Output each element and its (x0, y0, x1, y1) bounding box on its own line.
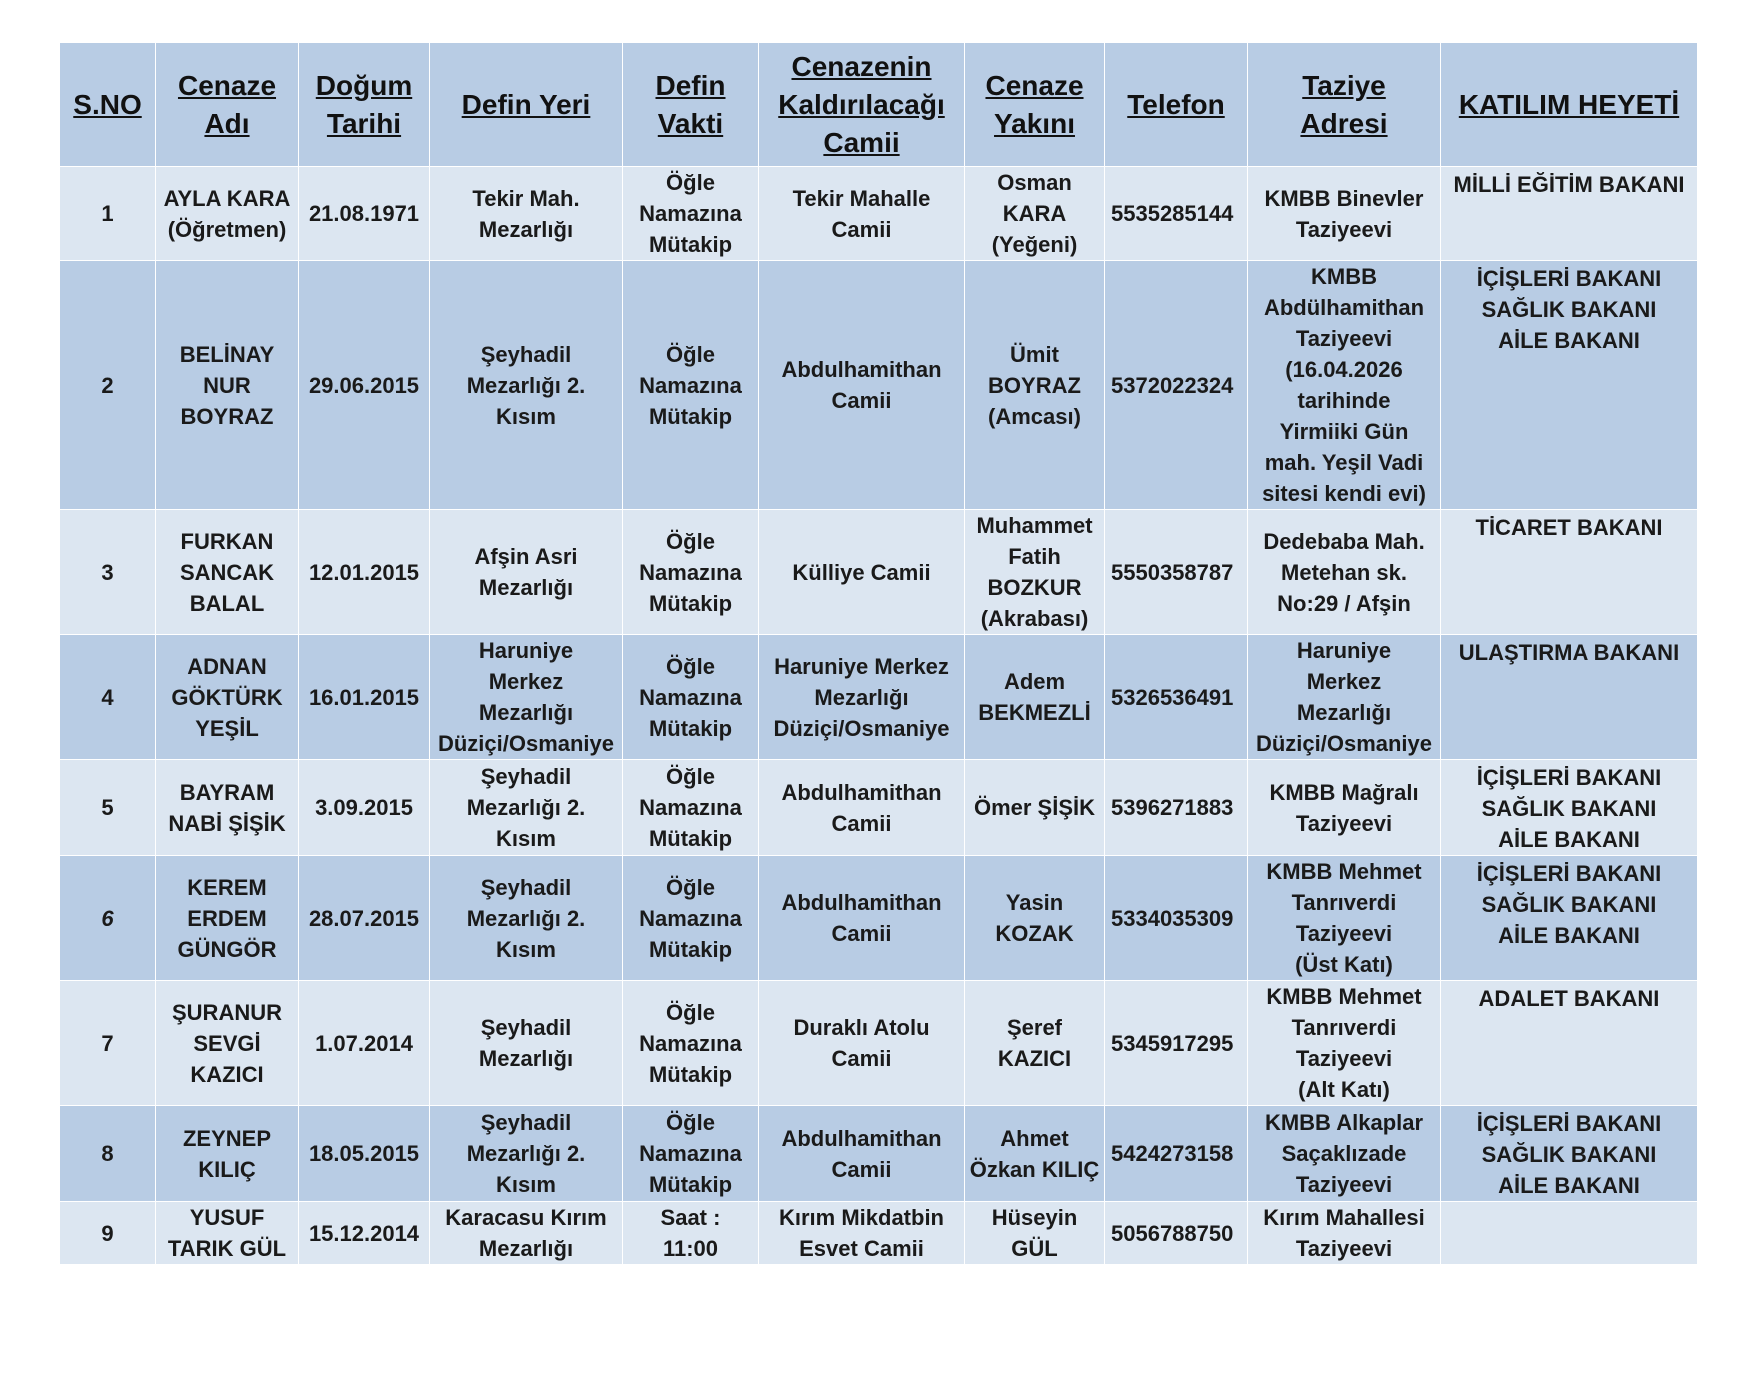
cell-burial-place (430, 261, 623, 510)
cell-condolence-address (1248, 1202, 1441, 1265)
cell-burial-time (623, 1202, 759, 1265)
cell-text-line: Taziyeevi (1295, 1172, 1393, 1197)
cell-burial-time (623, 510, 759, 635)
cell-text-line: Mezarlığı (478, 700, 574, 725)
cell-text-line: Özkan KILIÇ (969, 1156, 1100, 1182)
cell-text-line: İÇİŞLERİ BAKANI (1476, 765, 1662, 790)
cell-relative (965, 635, 1105, 760)
cell-text-line: ADNAN (187, 653, 267, 679)
cell-text-line: Şeyhadil (480, 874, 572, 900)
cell-text-line: Karacasu Kırım (445, 1205, 607, 1230)
cell-text-line: (Üst Katı) (1295, 952, 1393, 977)
cell-relative (965, 981, 1105, 1106)
cell-text-line: Öğle (666, 341, 715, 367)
cell-text-line: BELİNAY (179, 341, 275, 367)
header-text-line: Camii (823, 126, 900, 158)
cell-text-line: GÖKTÜRK (171, 684, 283, 710)
cell-text-line: AİLE BAKANI (1498, 1173, 1640, 1198)
cell-mosque (759, 1202, 965, 1265)
cell-text-line: Mütakip (648, 590, 733, 616)
cell-text-line: sitesi kendi evi) (1262, 481, 1426, 506)
cell-text-line: Mezarlığı 2. (466, 795, 586, 820)
cell-text-line: SAĞLIK BAKANI (1481, 892, 1657, 917)
cell-burial-time (623, 167, 759, 261)
cell-text-line: Abdulhamithan (781, 1125, 942, 1151)
cell-text-line: Esvet Camii (799, 1236, 924, 1261)
cell-text-line: Namazına (639, 559, 742, 585)
table-row (60, 635, 1698, 760)
cell-text-line: Camii (831, 216, 892, 242)
cell-name (156, 635, 299, 760)
cell-text-line: Mezarlığı (478, 575, 574, 600)
cell-text-line: Öğle (666, 170, 715, 195)
cell-name (156, 261, 299, 510)
cell-burial-time (623, 760, 759, 856)
cell-relative (965, 510, 1105, 635)
cell-mosque (759, 510, 965, 635)
cell-name (156, 856, 299, 981)
cell-birth-date: 29.06.2015 (299, 261, 430, 510)
table-row (60, 1202, 1698, 1265)
cell-text-line: Haruniye (1296, 638, 1392, 663)
cell-phone: 5326536491 (1105, 635, 1248, 760)
cell-text-line: KMBB Binevler (1264, 185, 1424, 211)
cell-delegation (1441, 167, 1698, 261)
cell-condolence-address (1248, 1106, 1441, 1202)
cell-text-line: Camii (831, 810, 892, 836)
cell-text-line: Mezarlığı 2. (466, 372, 586, 398)
cell-text-line: Tanrıverdi (1291, 890, 1397, 915)
cell-text-line: SAĞLIK BAKANI (1481, 1142, 1657, 1167)
cell-sno: 3 (60, 510, 156, 635)
cell-text-line: Merkez (1306, 669, 1382, 694)
cell-text-line: Mütakip (648, 715, 733, 741)
cell-burial-place (430, 167, 623, 261)
cell-condolence-address (1248, 856, 1441, 981)
cell-sno: 6 (60, 856, 156, 981)
cell-text-line: Namazına (639, 201, 742, 226)
cell-mosque (759, 261, 965, 510)
header-text-line: Tarihi (326, 107, 402, 139)
cell-text-line: ULAŞTIRMA BAKANI (1458, 640, 1680, 665)
cell-sno: 8 (60, 1106, 156, 1202)
cell-text-line: BEKMEZLİ (978, 700, 1091, 725)
cell-text-line: Haruniye (478, 638, 574, 663)
header-text-line: Doğum (315, 69, 413, 101)
cell-text-line: Namazına (639, 795, 742, 820)
cell-text-line: Mezarlığı 2. (466, 905, 586, 931)
cell-text-line: Ümit (1010, 341, 1059, 367)
cell-text-line: Mezarlığı 2. (466, 1141, 586, 1166)
cell-text-line: SEVGİ (193, 1030, 261, 1056)
header-text-line: Cenaze (985, 69, 1084, 101)
cell-condolence-address (1248, 167, 1441, 261)
cell-sno: 7 (60, 981, 156, 1106)
cell-relative (965, 856, 1105, 981)
cell-mosque (759, 167, 965, 261)
cell-text-line: KMBB Mehmet (1266, 984, 1422, 1009)
cell-text-line: Tekir Mah. (472, 185, 580, 211)
cell-text-line: Mütakip (648, 936, 733, 962)
cell-text-line: Mütakip (648, 232, 733, 257)
cell-text-line: Metehan sk. (1281, 559, 1407, 585)
cell-text-line: KARA (1002, 201, 1067, 226)
header-phone (1105, 43, 1248, 167)
cell-text-line: Kısım (496, 1172, 556, 1197)
cell-phone: 5372022324 (1105, 261, 1248, 510)
cell-text-line: Abdulhamithan (781, 357, 942, 382)
cell-text-line: BOZKUR (987, 575, 1082, 600)
cell-text-line: Adem (1003, 669, 1066, 694)
cell-delegation (1441, 760, 1698, 856)
cell-phone: 5334035309 (1105, 856, 1248, 981)
cell-text-line: (Öğretmen) (167, 216, 287, 242)
cell-text-line: KOZAK (995, 921, 1074, 946)
cell-burial-place (430, 981, 623, 1106)
cell-text-line: Kısım (496, 403, 556, 429)
cell-text-line: Şeref (1006, 1015, 1063, 1040)
cell-text-line: MİLLİ EĞİTİM BAKANI (1453, 172, 1685, 197)
cell-text-line: TARIK GÜL (167, 1236, 287, 1261)
cell-phone: 5535285144 (1105, 167, 1248, 261)
cell-text-line: Kısım (496, 936, 556, 962)
cell-text-line: Öğle (666, 874, 715, 900)
table-row (60, 261, 1698, 510)
cell-text-line: Taziyeevi (1295, 1236, 1393, 1261)
cell-name (156, 510, 299, 635)
cell-text-line: KAZICI (997, 1046, 1072, 1071)
table-row (60, 167, 1698, 261)
header-row (60, 43, 1698, 167)
cell-text-line: Abdulhamithan (781, 890, 942, 915)
header-text-line: Telefon (1127, 88, 1225, 120)
cell-text-line: YUSUF (189, 1205, 265, 1230)
cell-text-line: (Alt Katı) (1298, 1077, 1390, 1102)
cell-text-line: İÇİŞLERİ BAKANI (1476, 1111, 1662, 1136)
cell-text-line: Mezarlığı (478, 216, 574, 242)
cell-text-line: Taziyeevi (1295, 216, 1393, 242)
cell-text-line: Namazına (639, 905, 742, 931)
cell-text-line: SANCAK (179, 559, 275, 585)
cell-delegation (1441, 510, 1698, 635)
cell-text-line: Saçaklızade (1281, 1141, 1407, 1166)
cell-text-line: Ömer ŞİŞİK (973, 795, 1096, 820)
cell-text-line: NABİ ŞİŞİK (168, 810, 286, 836)
cell-text-line: GÜNGÖR (177, 936, 277, 962)
cell-relative (965, 167, 1105, 261)
cell-burial-place (430, 635, 623, 760)
cell-delegation (1441, 856, 1698, 981)
cell-text-line: Yirmiiki Gün (1279, 419, 1409, 444)
cell-name (156, 760, 299, 856)
cell-text-line: Namazına (639, 684, 742, 710)
cell-text-line: KEREM (187, 874, 267, 900)
cell-burial-time (623, 856, 759, 981)
header-text-line: Adresi (1300, 107, 1388, 139)
cell-text-line: KMBB (1311, 264, 1377, 289)
cell-text-line: Taziyeevi (1295, 921, 1393, 946)
cell-text-line: ŞURANUR (172, 999, 282, 1025)
cell-text-line: BOYRAZ (988, 372, 1081, 398)
cell-phone: 5345917295 (1105, 981, 1248, 1106)
cell-text-line: BAYRAM (179, 779, 275, 805)
cell-relative (965, 760, 1105, 856)
cell-text-line: (Akrabası) (980, 606, 1089, 631)
table-row (60, 760, 1698, 856)
cell-text-line: 11:00 (662, 1236, 719, 1261)
cell-text-line: Öğle (666, 1110, 715, 1135)
cell-text-line: Osman (997, 170, 1072, 195)
cell-text-line: Külliye Camii (792, 559, 931, 585)
header-mosque (759, 43, 965, 167)
cell-text-line: tarihinde (1297, 388, 1391, 413)
cell-text-line: Hüseyin (991, 1205, 1078, 1230)
cell-text-line: Abdulhamithan (781, 779, 942, 805)
cell-text-line: BALAL (189, 590, 265, 616)
header-burial-time (623, 43, 759, 167)
cell-text-line: Duraklı Atolu (793, 1015, 930, 1040)
cell-text-line: KILIÇ (198, 1156, 256, 1182)
cell-text-line: İÇİŞLERİ BAKANI (1476, 266, 1662, 291)
cell-burial-place (430, 510, 623, 635)
header-text-line: Adı (204, 107, 250, 139)
cell-relative (965, 1202, 1105, 1265)
cell-burial-place (430, 1202, 623, 1265)
cell-text-line: Afşin Asri (474, 544, 578, 569)
header-text-line: Yakını (994, 107, 1075, 139)
cell-text-line: Camii (831, 388, 892, 413)
cell-text-line: mah. Yeşil Vadi (1264, 450, 1424, 475)
cell-text-line: Mezarlığı (478, 1046, 574, 1071)
cell-text-line: No:29 / Afşin (1277, 590, 1411, 616)
cell-mosque (759, 981, 965, 1106)
cell-text-line: (Amcası) (988, 403, 1081, 429)
cell-delegation (1441, 1202, 1698, 1265)
cell-text-line: Düziçi/Osmaniye (437, 731, 615, 756)
cell-text-line: Kırım Mahallesi (1263, 1205, 1425, 1230)
cell-text-line: Fatih (1008, 544, 1061, 569)
cell-burial-time (623, 261, 759, 510)
cell-text-line: BOYRAZ (180, 403, 274, 429)
cell-text-line: Camii (831, 1156, 892, 1182)
header-text-line: Taziye (1302, 69, 1386, 101)
cell-text-line: Merkez (488, 669, 564, 694)
cell-relative (965, 1106, 1105, 1202)
cell-condolence-address (1248, 635, 1441, 760)
cell-phone: 5396271883 (1105, 760, 1248, 856)
header-name (156, 43, 299, 167)
cell-burial-place (430, 760, 623, 856)
cell-text-line: Tekir Mahalle (792, 185, 931, 211)
cell-text-line: Mütakip (648, 826, 733, 851)
cell-text-line: ZEYNEP (182, 1125, 272, 1151)
cell-text-line: Namazına (639, 1141, 742, 1166)
cell-text-line: Mezarlığı (478, 1236, 574, 1261)
cell-text-line: Dedebaba Mah. (1263, 528, 1425, 554)
cell-phone: 5056788750 (1105, 1202, 1248, 1265)
cell-text-line: SAĞLIK BAKANI (1481, 297, 1657, 322)
cell-text-line: ADALET BAKANI (1478, 986, 1660, 1011)
cell-text-line: Taziyeevi (1295, 1046, 1393, 1071)
cell-text-line: (16.04.2026 (1285, 357, 1403, 382)
cell-text-line: TİCARET BAKANI (1475, 515, 1663, 540)
header-sno (60, 43, 156, 167)
cell-birth-date: 12.01.2015 (299, 510, 430, 635)
cell-birth-date: 18.05.2015 (299, 1106, 430, 1202)
header-text-line: Defin (655, 69, 726, 101)
cell-text-line: (Yeğeni) (991, 232, 1078, 257)
header-burial-place (430, 43, 623, 167)
table-row (60, 1106, 1698, 1202)
cell-text-line: AYLA KARA (163, 185, 291, 211)
cell-text-line: FURKAN (180, 528, 274, 554)
cell-text-line: Mezarlığı (1296, 700, 1392, 725)
cell-condolence-address (1248, 981, 1441, 1106)
cell-delegation (1441, 261, 1698, 510)
cell-text-line: Yasin (1005, 890, 1064, 915)
cell-birth-date: 1.07.2014 (299, 981, 430, 1106)
table-row (60, 510, 1698, 635)
header-birth-date (299, 43, 430, 167)
cell-text-line: Taziyeevi (1295, 810, 1393, 836)
header-relative (965, 43, 1105, 167)
cell-birth-date: 3.09.2015 (299, 760, 430, 856)
cell-condolence-address (1248, 760, 1441, 856)
cell-text-line: AİLE BAKANI (1498, 923, 1640, 948)
cell-phone: 5424273158 (1105, 1106, 1248, 1202)
cell-delegation (1441, 981, 1698, 1106)
cell-text-line: SAĞLIK BAKANI (1481, 796, 1657, 821)
cell-sno: 9 (60, 1202, 156, 1265)
cell-text-line: NUR (203, 372, 251, 398)
cell-text-line: GÜL (1011, 1236, 1058, 1261)
table-body (60, 167, 1698, 1265)
cell-text-line: Şeyhadil (480, 764, 572, 789)
header-text-line: Vakti (657, 107, 724, 139)
cell-text-line: Kırım Mikdatbin (778, 1205, 944, 1230)
cell-text-line: Düziçi/Osmaniye (773, 715, 950, 741)
cell-condolence-address (1248, 510, 1441, 635)
cell-text-line: Mütakip (648, 1061, 733, 1087)
cell-text-line: KAZICI (190, 1061, 264, 1087)
cell-birth-date: 28.07.2015 (299, 856, 430, 981)
cell-text-line: AİLE BAKANI (1498, 328, 1640, 353)
cell-text-line: Namazına (639, 1030, 742, 1056)
cell-text-line: Öğle (666, 999, 715, 1025)
funeral-list-table (59, 42, 1698, 1265)
cell-name (156, 167, 299, 261)
table-row (60, 856, 1698, 981)
header-text-line: Kaldırılacağı (778, 88, 945, 120)
header-text-line: Cenaze (177, 69, 277, 101)
cell-delegation (1441, 635, 1698, 760)
cell-text-line: Mezarlığı (814, 684, 909, 710)
cell-text-line: Camii (831, 921, 892, 946)
table-row (60, 981, 1698, 1106)
cell-text-line: Kısım (496, 826, 556, 851)
cell-mosque (759, 856, 965, 981)
cell-name (156, 981, 299, 1106)
cell-text-line: Camii (831, 1046, 892, 1071)
cell-text-line: AİLE BAKANI (1498, 827, 1640, 852)
header-text-line: S.NO (73, 88, 142, 120)
cell-text-line: KMBB Mağralı (1269, 779, 1419, 805)
cell-text-line: Şeyhadil (480, 1015, 572, 1040)
cell-text-line: Muhammet (976, 513, 1093, 538)
cell-text-line: Abdülhamithan (1263, 295, 1425, 320)
cell-text-line: Taziyeevi (1295, 326, 1393, 351)
cell-text-line: Tanrıverdi (1291, 1015, 1397, 1040)
cell-delegation (1441, 1106, 1698, 1202)
header-text-line: KATILIM HEYETİ (1458, 88, 1680, 120)
cell-condolence-address (1248, 261, 1441, 510)
cell-burial-time (623, 981, 759, 1106)
cell-relative (965, 261, 1105, 510)
cell-sno: 5 (60, 760, 156, 856)
cell-burial-place (430, 856, 623, 981)
cell-text-line: Öğle (666, 653, 715, 679)
cell-sno: 1 (60, 167, 156, 261)
cell-mosque (759, 635, 965, 760)
cell-birth-date: 15.12.2014 (299, 1202, 430, 1265)
cell-text-line: Mütakip (648, 403, 733, 429)
cell-burial-time (623, 1106, 759, 1202)
header-text-line: Defin Yeri (461, 88, 591, 120)
cell-text-line: YEŞİL (195, 715, 259, 741)
cell-burial-place (430, 1106, 623, 1202)
cell-sno: 4 (60, 635, 156, 760)
cell-birth-date: 16.01.2015 (299, 635, 430, 760)
cell-text-line: Saat : (660, 1205, 721, 1230)
cell-text-line: Haruniye Merkez (774, 653, 949, 679)
header-condolence-address (1248, 43, 1441, 167)
cell-text-line: Düziçi/Osmaniye (1255, 731, 1433, 756)
cell-birth-date: 21.08.1971 (299, 167, 430, 261)
cell-name (156, 1106, 299, 1202)
cell-text-line: Öğle (666, 764, 715, 789)
cell-text-line: Namazına (639, 372, 742, 398)
header-text-line: Cenazenin (791, 50, 932, 82)
cell-phone: 5550358787 (1105, 510, 1248, 635)
cell-mosque (759, 760, 965, 856)
cell-burial-time (623, 635, 759, 760)
cell-text-line: Şeyhadil (480, 1110, 572, 1135)
header-delegation (1441, 43, 1698, 167)
cell-text-line: Öğle (666, 528, 715, 554)
cell-mosque (759, 1106, 965, 1202)
cell-text-line: İÇİŞLERİ BAKANI (1476, 861, 1662, 886)
cell-sno: 2 (60, 261, 156, 510)
cell-text-line: ERDEM (187, 905, 267, 931)
cell-name (156, 1202, 299, 1265)
cell-text-line: KMBB Mehmet (1266, 859, 1422, 884)
cell-text-line: Ahmet (1000, 1125, 1069, 1151)
cell-text-line: Şeyhadil (480, 341, 572, 367)
cell-text-line: Mütakip (648, 1172, 733, 1197)
cell-text-line: KMBB Alkaplar (1264, 1110, 1424, 1135)
